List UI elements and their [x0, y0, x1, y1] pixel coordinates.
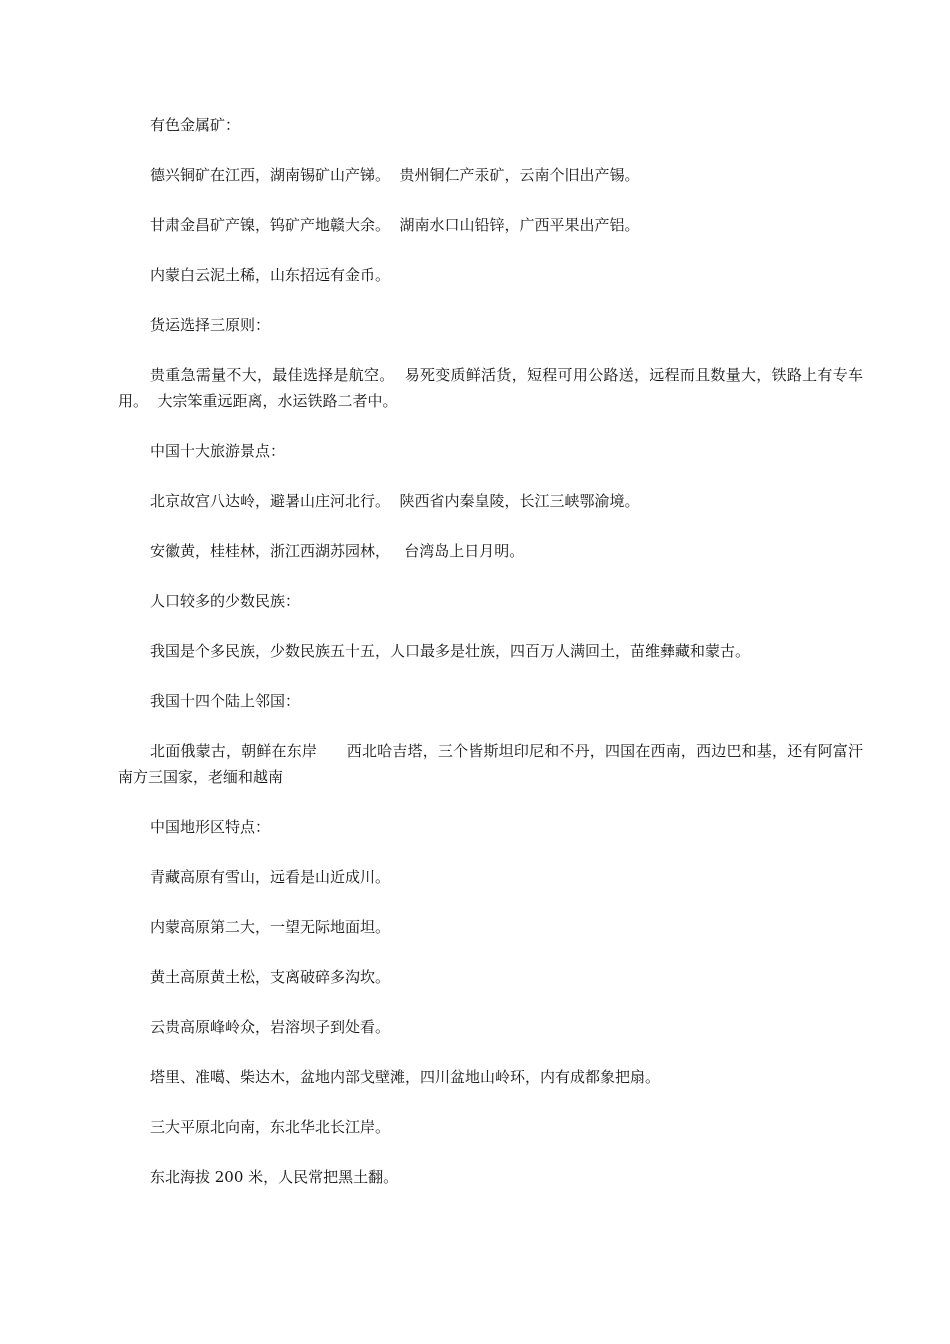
verse-line: 北面俄蒙古，朝鲜在东岸 西北哈吉塔，三个皆斯坦印尼和不丹，四国在西南，西边巴和基，还有阿富汗南方三国家，老缅和越南	[118, 742, 863, 786]
verse-line: 黄土高原黄土松，支离破碎多沟坎。	[150, 968, 391, 986]
verse-line: 北京故宫八达岭，避暑山庄河北行。 陕西省内秦皇陵，长江三峡鄂渝境。	[150, 492, 640, 510]
verse-line: 贵重急需量不大，最佳选择是航空。 易死变质鲜活货，短程可用公路送，远程而且数量大，铁路上有专车用。 大宗笨重远距离，水运铁路二者中。	[118, 366, 863, 410]
verse-line: 青藏高原有雪山，远看是山近成川。	[150, 868, 391, 886]
heading-land-neighbors: 我国十四个陆上邻国：	[150, 692, 301, 710]
verse-line: 三大平原北向南，东北华北长江岸。	[150, 1118, 391, 1136]
verse-line: 内蒙白云泥土稀，山东招远有金币。	[150, 266, 391, 284]
verse-line: 安徽黄，桂桂林，浙江西湖苏园林， 台湾岛上日月明。	[150, 542, 525, 560]
document-page	[118, 112, 863, 1214]
verse-line: 我国是个多民族，少数民族五十五，人口最多是壮族，四百万人满回土，苗维彝藏和蒙古。	[150, 642, 751, 660]
verse-line: 塔里、准噶、柴达木，盆地内部戈壁滩，四川盆地山岭环，内有成都象把扇。	[150, 1068, 661, 1086]
verse-line: 内蒙高原第二大，一望无际地面坦。	[150, 918, 391, 936]
verse-line: 甘肃金昌矿产镍，钨矿产地赣大余。 湖南水口山铅锌，广西平果出产铝。	[150, 216, 640, 234]
heading-ethnic-minorities: 人口较多的少数民族：	[150, 592, 301, 610]
verse-line: 东北海拔 200 米，人民常把黑土翻。	[150, 1168, 399, 1186]
heading-tourist-sites: 中国十大旅游景点：	[150, 442, 286, 460]
heading-terrain-features: 中国地形区特点：	[150, 818, 271, 836]
verse-line: 云贵高原峰岭众，岩溶坝子到处看。	[150, 1018, 391, 1036]
verse-line: 德兴铜矿在江西，湖南锡矿山产锑。 贵州铜仁产汞矿，云南个旧出产锡。	[150, 166, 640, 184]
heading-nonferrous-metals: 有色金属矿：	[150, 116, 241, 134]
heading-freight-principles: 货运选择三原则：	[150, 316, 271, 334]
